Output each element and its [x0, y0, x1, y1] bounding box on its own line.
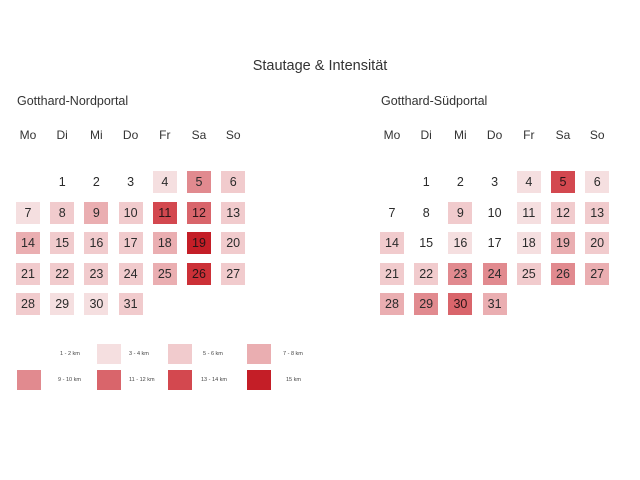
day-cell: 3 [119, 171, 143, 193]
day-cell: 4 [517, 171, 541, 193]
legend-label: 13 - 14 km [201, 377, 227, 383]
day-cell: 20 [585, 232, 609, 254]
day-cell: 1 [50, 171, 74, 193]
weekday-label: Do [486, 128, 503, 142]
day-cell: 30 [84, 293, 108, 315]
legend-swatch [168, 344, 192, 364]
legend-swatch [168, 370, 192, 390]
day-cell: 1 [414, 171, 438, 193]
day-cell: 19 [187, 232, 211, 254]
day-cell: 12 [551, 202, 575, 224]
day-cell: 9 [84, 202, 108, 224]
day-cell: 18 [517, 232, 541, 254]
day-cell: 29 [414, 293, 438, 315]
day-cell: 27 [221, 263, 245, 285]
day-cell: 21 [16, 263, 40, 285]
day-cell: 8 [414, 202, 438, 224]
day-cell: 27 [585, 263, 609, 285]
legend-label: 1 - 2 km [60, 351, 80, 357]
weekday-label: Di [56, 128, 68, 142]
day-cell: 5 [187, 171, 211, 193]
day-cell: 6 [221, 171, 245, 193]
calendar-title: Gotthard-Nordportal [17, 94, 129, 108]
day-cell: 7 [380, 202, 404, 224]
chart-title: Stautage & Intensität [252, 58, 388, 74]
day-cell: 13 [585, 202, 609, 224]
legend-swatch [97, 370, 121, 390]
day-cell: 20 [221, 232, 245, 254]
legend-label: 15 km [286, 377, 301, 383]
day-cell: 4 [153, 171, 177, 193]
day-cell: 24 [483, 263, 507, 285]
calendar-title: Gotthard-Südportal [381, 94, 488, 108]
day-cell: 8 [50, 202, 74, 224]
day-cell: 16 [84, 232, 108, 254]
day-cell: 28 [16, 293, 40, 315]
day-cell: 10 [119, 202, 143, 224]
weekday-label: Mi [454, 128, 467, 142]
day-cell: 12 [187, 202, 211, 224]
legend-swatch [247, 344, 271, 364]
day-cell: 23 [84, 263, 108, 285]
day-cell: 24 [119, 263, 143, 285]
legend-swatch [247, 370, 271, 390]
day-cell: 23 [448, 263, 472, 285]
day-cell: 2 [84, 171, 108, 193]
day-cell: 6 [585, 171, 609, 193]
weekday-label: So [225, 128, 241, 142]
day-cell: 31 [483, 293, 507, 315]
day-cell: 5 [551, 171, 575, 193]
weekday-label: Mo [383, 128, 401, 142]
legend-swatch [97, 344, 121, 364]
day-cell: 14 [16, 232, 40, 254]
day-cell: 2 [448, 171, 472, 193]
day-cell: 7 [16, 202, 40, 224]
day-cell: 22 [414, 263, 438, 285]
day-cell: 28 [380, 293, 404, 315]
day-cell: 17 [483, 232, 507, 254]
day-cell: 25 [517, 263, 541, 285]
day-cell: 14 [380, 232, 404, 254]
legend-label: 3 - 4 km [129, 351, 149, 357]
day-cell: 15 [414, 232, 438, 254]
weekday-label: Mo [19, 128, 37, 142]
day-cell: 17 [119, 232, 143, 254]
legend-label: 11 - 12 km [129, 377, 155, 383]
weekday-label: Sa [191, 128, 207, 142]
day-cell: 25 [153, 263, 177, 285]
weekday-label: Fr [523, 128, 535, 142]
day-cell: 29 [50, 293, 74, 315]
legend-swatch [17, 370, 41, 390]
weekday-label: Sa [555, 128, 571, 142]
day-cell: 9 [448, 202, 472, 224]
legend-label: 9 - 10 km [58, 377, 81, 383]
weekday-label: Do [122, 128, 139, 142]
day-cell: 21 [380, 263, 404, 285]
day-cell: 26 [187, 263, 211, 285]
day-cell: 26 [551, 263, 575, 285]
weekday-label: So [589, 128, 605, 142]
day-cell: 11 [517, 202, 541, 224]
day-cell: 16 [448, 232, 472, 254]
day-cell: 13 [221, 202, 245, 224]
day-cell: 19 [551, 232, 575, 254]
weekday-label: Fr [159, 128, 171, 142]
day-cell: 22 [50, 263, 74, 285]
weekday-label: Di [420, 128, 432, 142]
day-cell: 11 [153, 202, 177, 224]
day-cell: 10 [483, 202, 507, 224]
day-cell: 18 [153, 232, 177, 254]
day-cell: 30 [448, 293, 472, 315]
day-cell: 3 [483, 171, 507, 193]
day-cell: 31 [119, 293, 143, 315]
day-cell: 15 [50, 232, 74, 254]
weekday-label: Mi [90, 128, 103, 142]
legend-label: 7 - 8 km [283, 351, 303, 357]
legend-label: 5 - 6 km [203, 351, 223, 357]
